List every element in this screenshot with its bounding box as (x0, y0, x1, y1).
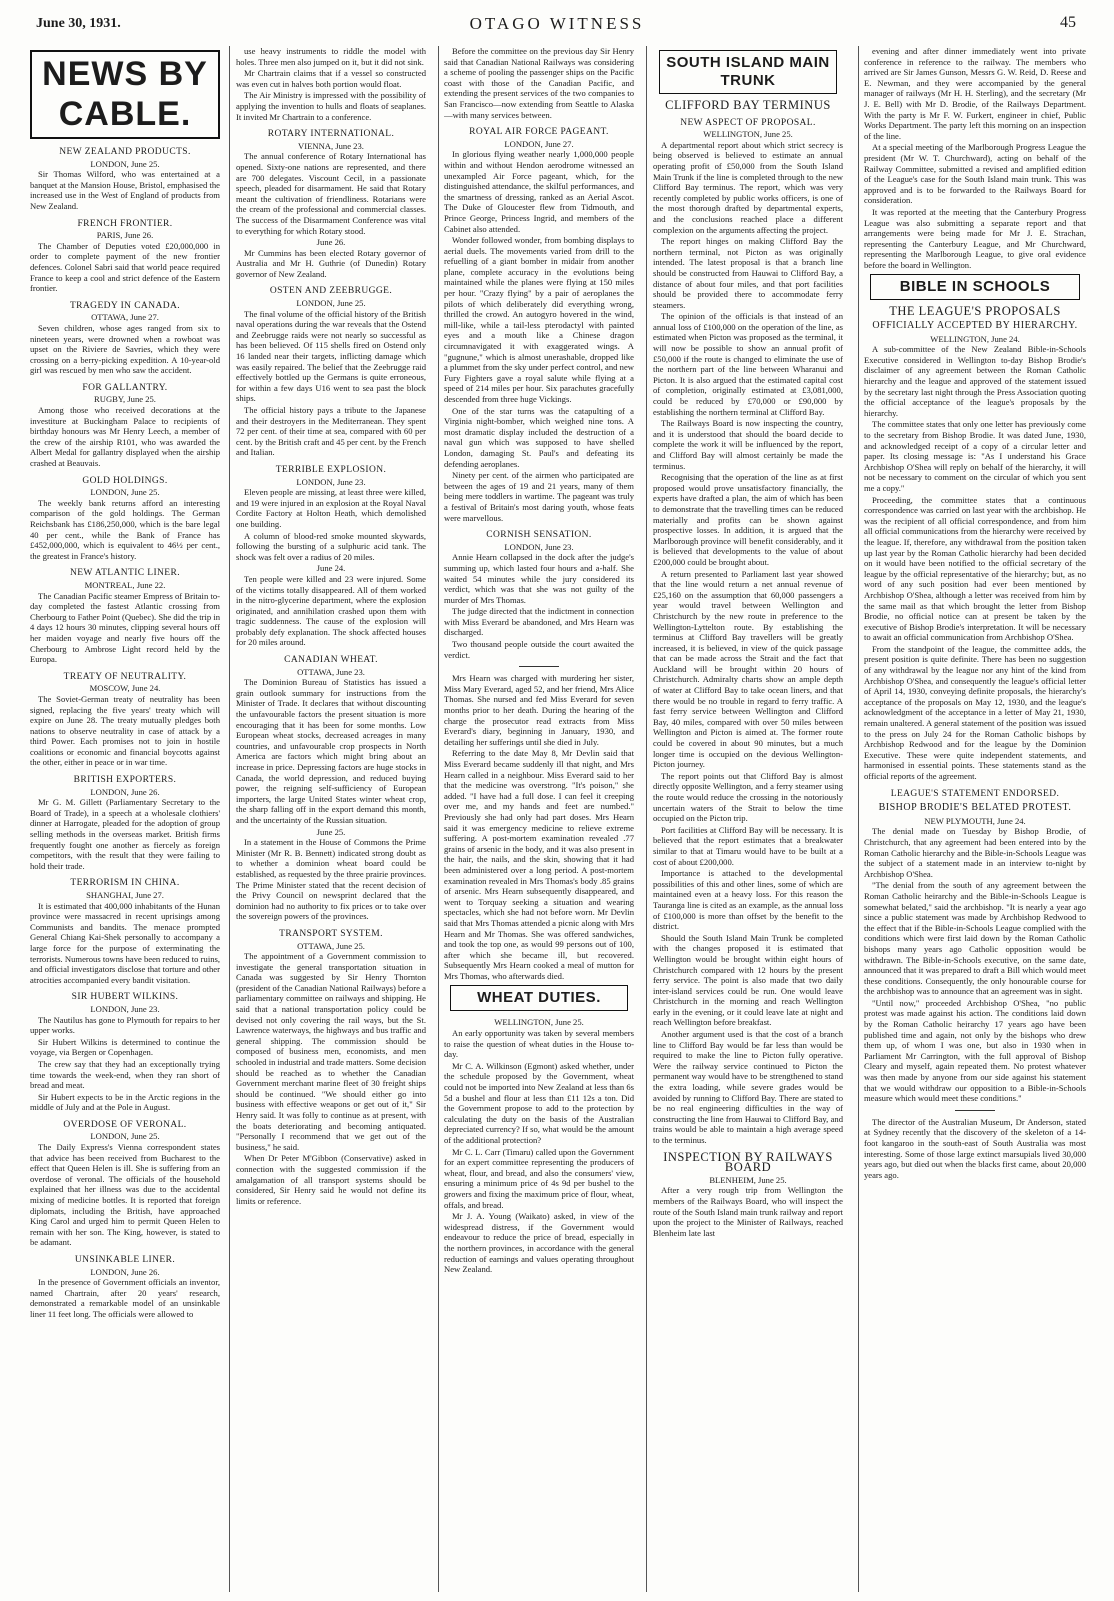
paragraph: Proceeding, the committee states that a continuous correspondence was carried on last year with the archbishop. He was the recipient of all official correspondence, and from him all official communications from the hierarchy were received by the league. If, therefore, any withdrawal from the position taken up last year by the Roman Catholic hierarchy had been decided on it would have been notified to the official secretary of the league by the official representative of the hierarchy; but, as no word of any such position had ever been mentioned by Archbishop O'Shea, although a letter was received from him by the same mail as that which brought the letter from Bishop Brodie, no official notice can at present be taken by the executive of Bishop Brodie's interpretation. It will be necessary to await an official communication from Archbishop O'Shea. (864, 494, 1086, 643)
paragraph: "The denial from the south of any agreement between the Roman Catholic heirarchy and the Bible-in-Schools League is somewhat belated," said the archbishop. "It is nearly a year ago since a public statement was made by Archbishop Redwood to the effect that if the Bible-in-Schools League complied with the conditions which were first laid down by the Roman Catholic bishops many years ago Catholic opposition would be withdrawn. The Bible-in-Schools executive, on the same date, announced that it was prepared to draft a Bill which would meet these conditions. Consequently, the only honourable course for the archbishop was to announce that an agreement was in sight. (864, 880, 1086, 997)
headline: BISHOP BRODIE'S BELATED PROTEST. (878, 802, 1072, 814)
headline: NEW ATLANTIC LINER. (69, 568, 181, 579)
paragraph: Sir Hubert expects to be in the Arctic regions in the middle of July and at the Pole in August. (30, 1091, 220, 1113)
paragraph: A sub-committee of the New Zealand Bible-in-Schools Executive considered in Wellington to-day Bishop Brodie's disclaimer of any agreement between the Roman Catholic hierarchy and the league and approved of the statement issued by the secretary last night through the Press Association quoting the official acceptance of the league's proposals by the hierarchy. (864, 344, 1086, 418)
paragraph: Two thousand people outside the court awaited the verdict. (444, 639, 634, 660)
headline: TRAGEDY IN CANADA. (69, 300, 181, 311)
paragraph: Port facilities at Clifford Bay will be necessary. It is believed that the report estimates that a breakwater similar to that at Timaru would have to be built at a cost of about £200,000. (653, 824, 843, 867)
dateline: June 25. (316, 826, 346, 837)
headline: OVERDOSE OF VERONAL. (63, 1119, 187, 1130)
paragraph: An early opportunity was taken by several members to raise the question of wheat duties in the House to-day. (444, 1028, 634, 1060)
dateline: OTTAWA, June 27. (91, 312, 159, 323)
dateline: WELLINGTON, June 25. (494, 1017, 584, 1028)
headline: GOLD HOLDINGS. (82, 475, 168, 486)
dateline: NEW PLYMOUTH, June 24. (924, 815, 1026, 826)
paragraph: The committee states that only one letter has previously come to the secretary from Bishop Brodie. It was dated June, 1930, and acknowledged receipt of a copy of a circular letter and paper. Its closing message is: "As I understand his Grace Archbishop O'Shea will reply on behalf of the hierarchy, it will not be necessary to comment on the circular of which you sent me a copy." (864, 419, 1086, 493)
paragraph: Wonder followed wonder, from bombing displays to aerial duels. The movements varied from drill to the refuelling of a giant bomber in midair from another plane, complete accuracy in the evolutions being maintained while the planes were flying at 150 miles per hour. "Crazy flying" by a pair of aeroplanes the pilots of which deliberately did everything wrong, thrilled the crowd. An autogyro hovered in the wind, mill-like, while a tail-less pterodactyl with painted eyes and a mouth like a Chinese dragon circumnavigated it with exaggerated wings. A "gugnune," which is almost unerashable, dropped like a plummet from the sky under perfect control, and new Fury Fighters gave a royal salute while flying at a speed of 214 miles per hour. Six parachutes gracefully descended from three huge Vickings. (444, 235, 634, 404)
dateline: OTTAWA, June 25. (297, 940, 365, 951)
paragraph: Annie Hearn collapsed in the dock after the judge's summing up, which lasted four hours and a-half. She waited 54 minutes while the jury considered its verdict, which was that she was not guilty of the murder of Mrs Thomas. (444, 552, 634, 605)
paragraph: The opinion of the officials is that instead of an annual loss of £100,000 on the operation of the line, as estimated when Picton was proposed as the terminal, it will now be possible to show an annual profit of £50,000 if the route is changed to eliminate the use of the northern part of the line between Wharanui and Picton. It is also argued that the estimated capital cost of completion, originally estimated at £3,081,000, could be reduced by £70,000 or £90,000 by establishing the northern terminal at Clifford Bay. (653, 311, 843, 417)
headline: ROTARY INTERNATIONAL. (267, 129, 395, 140)
bible-in-schools-title: BIBLE IN SCHOOLS (870, 274, 1080, 300)
column-3 (444, 46, 634, 1592)
wheat-duties-title: WHEAT DUTIES. (450, 985, 628, 1011)
dateline: LONDON, June 26. (90, 1266, 160, 1277)
paragraph: The annual conference of Rotary International has opened. Sixty-one nations are represented, and there are 700 delegates. Viscount Cecil, in a passionate speech, pleaded for disarmament. He said that Rotary meant the cultivation of friendliness. Rotarians were the cream of the professional and commercial classes. The success of the Disarmament Conference was vital to everything for which Rotary stood. (236, 151, 426, 236)
dateline: June 26. (316, 237, 346, 248)
paragraph: The Chamber of Deputies voted £20,000,000 in order to complete payment of the new frontier defences. Colonel Sabri said that world peace required France to keep a cool and strict defence of the Eastern frontier. (30, 240, 220, 294)
paragraph: Should the South Island Main Trunk be completed with the changes proposed it is estimated that Wellington would be brought within eight hours of Christchurch compared with 12 hours by the present ferry service. The point is also made that two daily inter-island services could be run. One would leave Christchurch in the morning and reach Wellington early in the evening, or it could leave late at night and reach Wellington before breakfast. (653, 932, 843, 1028)
column-1 (30, 46, 220, 1592)
paragraph: The director of the Australian Museum, Dr Anderson, stated at Sydney recently that the discovery of the skeleton of a 14-foot kangaroo in the south-east of South Australia was most interesting. Some of those large extinct marsupials lived 30,000 years ago, but died out when the blacks first came, about 20,000 years ago. (864, 1116, 1086, 1180)
paragraph: Before the committee on the previous day Sir Henry said that Canadian National Railways was considering a scheme of pooling the passenger ships on the Pacific coast with those of the Canadian Pacific, and extending the present services of the two companies to San Francisco—now extending from Seattle to Alaska—with many services between. (444, 46, 634, 120)
paragraph: The Canadian Pacific steamer Empress of Britain to-day completed the fastest Atlantic crossing from Cherbourg to Father Point (Quebec). She did the trip in 4 days 12 hours 30 minutes, clipping several hours off her maiden voyage and nearly five hours off the Cherbourg to Ambrose Light record held by the Europa. (30, 590, 220, 665)
divider (519, 666, 559, 667)
paragraph: Among those who received decorations at the investiture at Buckingham Palace to recipients of birthday honours was Mr Henry Leech, a member of the crew of the airship R101, who was awarded the Albert Medal for gallantry displayed when the airship crashed at Beauvais. (30, 405, 220, 469)
paragraph: The Soviet-German treaty of neutrality has been signed, replacing the five years' treaty which will expire on June 28. The treaty mutually pledges both nations to observe neutrality in case of attack by a third Power. Each promises not to join in hostile coalitions or economic and financial boycotts against the other, either in peace or in war time. (30, 693, 220, 768)
paragraph: Sir Thomas Wilford, who was entertained at a banquet at the Mansion House, Bristol, emphasised the increased use in the West of England of products from New Zealand. (30, 169, 220, 211)
subheadline: CLIFFORD BAY TERMINUS (665, 98, 831, 112)
paragraph: Mrs Hearn was charged with murdering her sister, Miss Mary Everard, aged 52, and her friend, Mrs Alice Thomas. She nursed and fed Miss Everard for seven months prior to her death. During the hearing of the charge the prosecutor read extracts from Miss Everard's diary, beginning in January, 1930, and detailing her sufferings until she died in July. (444, 673, 634, 747)
paragraph: The Dominion Bureau of Statistics has issued a grain outlook summary for instructions from the Minister of Trade. It declares that without discounting the unfavourable factors the present situation is more encouraging that it has been for some months. Low European wheat stocks, decreased acreages in many countries, and unfavourable crop prospects in North America are factors which might bring about an increase in price. Depressing factors are huge stocks in Canada, the world depression, and reduced buying power, the reigning self-sufficiency of European importers, the large United States winter wheat crop, the sharp falling off in the export demand this month, and the uncertainty of the Russian situation. (236, 677, 426, 825)
subheadline: THE LEAGUE'S PROPOSALS (889, 304, 1061, 319)
paragraph: It was reported at the meeting that the Canterbury Progress League was also submitting a separate report and that arrangements were being made for Mr J. E. Strachan, representing the Canterbury League, and Mr Churchward, representing the Marlborough League, to give oral evidence before the board in Wellington. (864, 206, 1086, 270)
column-5 (864, 46, 1086, 1592)
column-rule (646, 46, 647, 1592)
headline: NEW ASPECT OF PROPOSAL. (680, 117, 816, 128)
headline: OSTEN AND ZEEBRUGGE. (269, 286, 393, 297)
paragraph: At a special meeting of the Marlborough Progress League the president (Mr W. T. Churchward), acting on behalf of the Railway Committee, submitted a revised and amplified edition of the League's case for the South Island main trunk. This was approved and is to be forwarded to the Railways Board for consideration. (864, 142, 1086, 206)
dateline: MOSCOW, June 24. (89, 683, 161, 694)
headline: CORNISH SENSATION. (486, 530, 592, 541)
paragraph: The report hinges on making Clifford Bay the northern terminal, not Picton as was originally intended. The latest proposal is that a branch line should be constructed from Hauwai to Clifford Bay, a distance of about four miles, and that port facilities should be provided there to accommodate ferry steamers. (653, 236, 843, 310)
dateline: LONDON, June 23. (504, 541, 574, 552)
paragraph: It is estimated that 400,000 inhabitants of the Hunan province were massacred in recent uprisings among Communists and bandits. The menace prompted General Chiang Kai-Shek personally to accompany a large force for the purpose of exterminating the terrorists. Numerous towns have been reduced to ruins, and official investigators disclose that torture and other atrocities accompanied every bandit visitation. (30, 900, 220, 985)
paragraph: The Nautilus has gone to Plymouth for repairs to her upper works. (30, 1014, 220, 1036)
paragraph: When Dr Peter M'Gibbon (Conservative) asked in connection with the suggested commission if the amalgamation of all transport systems should be considered, Sir Henry said he would not define its limits or reference. (236, 1153, 426, 1206)
paragraph: The weekly bank returns afford an interesting comparison of the gold holdings. The German Reichsbank has £186,250,000, which is the bare legal 40 per cent., while the Bank of France has £452,000,000, which is equivalent to 46½ per cent., the greatest in France's history. (30, 497, 220, 561)
paragraph: The report points out that Clifford Bay is almost directly opposite Wellington, and a ferry steamer using the route would reduce the crossing in the notoriously uncertain waters of the Strait to below the time occupied on the Picton trip. (653, 770, 843, 824)
dateline: LONDON, June 26. (90, 786, 160, 797)
paragraph: Ninety per cent. of the airmen who participated are between the ages of 19 and 21 years, many of them being mere toddlers in wartime. The pageant was truly a festival of Britain's most daring youth, whose feats were marvellous. (444, 470, 634, 523)
paragraph: Referring to the date May 8, Mr Devlin said that Miss Everard became suddenly ill that night, and Mrs Hearn called in a neighbour. Miss Everard said to her that the medicine was overstrong. "It's poison," she added. "I have had a full dose. I can feel it creeping over me, and my hands and feet are numbed." Previously she had only had part doses. Mrs Hearn said it was emergency medicine to relieve extreme suffering. A post-mortem examination revealed .77 grains of arsenic in the body, and it was also present in the hair, the nails, and the skin, showing that it had been administered over a long period. A post-mortem examination revealed in Mrs Thomas's body .85 grains of arsenic. Mrs Hearn subsequently disappeared, and went to Torquay seeking a situation and wearing spectacles, which she had not before worn. Mr Devlin said that Mrs Thomas attended a picnic along with Mrs Hearn and Mr Thomas. She was offered sandwiches, and took the top one, as would 99 persons out of 100, after which she became ill, but recovered. Subsequently Mrs Hearn cooked a meal of mutton for Mrs Thomas, who afterwards died. (444, 748, 634, 981)
dateline: SHANGHAI, June 27. (86, 890, 164, 900)
paragraph: A departmental report about which strict secrecy is being observed is believed to estimate an annual operating profit of £50,000 from the South Island Main Trunk if the line is completed through to the new Clifford Bay terminus. The report, which was very recently completed by public works officers, is one of the most thorough drafted by departmental experts, and the conclusions reached place a different complexion on the arguments affecting the project. (653, 139, 843, 235)
paragraph: In glorious flying weather nearly 1,000,000 people within and without Hendon aerodrome witnessed an unexampled Air Force pageant, which, for the distinguished attendance, the skilful performances, and the smartness of dressing, ranked as an Aerial Ascot. The Duke of Gloucester flew from Tidmouth, and Prince George, Princess Ingrid, and members of the Cabinet also attended. (444, 149, 634, 234)
dateline: PARIS, June 26. (96, 230, 154, 241)
paragraph: From the standpoint of the league, the committee adds, the present position is quite definite. There has been no suggestion of any withdrawal by the league nor any hint of the kind from Archbishop O'Shea, and consequently the league's official letter of April 14, 1930, conveying definite proposals, the hierarchy's acceptance of the proposals on May 12, 1930, and the league's acknowledgment of the acceptance in a letter of May 21, 1930, remain unaltered. A general statement of the position was issued to the press on July 24 for the Roman Catholic bishops by Archbishop Redwood and for the league by the Dominion Executive. These were quite independent statements, and harmonised in essential points. These statements stand as the official reports of the agreement. (864, 643, 1086, 781)
paragraph: Eleven people are missing, at least three were killed, and 19 were injured in an explosion at the Royal Naval Cordite Factory at Holton Heath, which demolished one building. (236, 487, 426, 529)
dateline: LONDON, June 23. (296, 476, 366, 487)
paragraph: Mr G. M. Gillett (Parliamentary Secretary to the Board of Trade), in a speech at a wholesale clothiers' dinner at Harrogate, pleaded for the adoption of group selling methods in the overseas market. British firms frequently fought one another as fiercely as foreign competitors, with the result that they were failing to hold their trade. (30, 797, 220, 871)
headline: OFFICIALLY ACCEPTED BY HIERARCHY. (872, 320, 1078, 332)
dateline: LONDON, June 25. (296, 298, 366, 309)
column-rule (858, 46, 859, 1592)
dateline: RUGBY, June 25. (94, 394, 156, 405)
paragraph: The official history pays a tribute to the Japanese and their destroyers in the Mediterranean. They spent 72 per cent. of their time at sea, compared with 60 per cent. by the British craft and 45 per cent. by the French and Italian. (236, 405, 426, 458)
dateline: VIENNA, June 23. (298, 140, 364, 151)
paragraph: The denial made on Tuesday by Bishop Brodie, of Christchurch, that any agreement had been entered into by the Roman Catholic hierarchy and the Bible-in-Schools League was the subject of a statement made in an interview to-night by Archbishop O'Shea. (864, 826, 1086, 879)
column-2 (236, 46, 426, 1592)
page-number: 45 (1060, 14, 1076, 31)
paragraph: "Until now," proceeded Archbishop O'Shea, "no public protest was made against his action. The conditions laid down by the Roman Catholic heirarchy 17 years ago have been published time and again, not only by the bishops who drew them up, of whom I was one, but also in 1930 when in Parliament Mr Carrington, with the full approval of Bishop Cleary and myself, again repeated them. No protest whatever was then made by anyone from our side against his statement that we would withdraw our opposition to a Bible-in-Schools measure which would meet these conditions." (864, 997, 1086, 1104)
headline: TERRORISM IN CHINA. (70, 878, 180, 889)
headline: ROYAL AIR FORCE PAGEANT. (469, 127, 609, 138)
paragraph: Mr J. A. Young (Waikato) asked, in view of the widespread distress, if the Government would endeavour to reduce the price of bread, especially in the northern provinces, in accordance with the general reduction of earnings and values operating throughout New Zealand. (444, 1211, 634, 1275)
headline: FOR GALLANTRY. (82, 382, 168, 393)
paragraph: A return presented to Parliament last year showed that the line would return a net annual revenue of £25,160 on the assumption that 60,000 passengers a year would travel between Wellington and Christchurch by the new route in preference to the Wellington-Lyttelton route. By establishing the terminus at Clifford Bay travellers will be greatly increased, it is believed, in view of the quick passage that can be made across the Strait and the fact that Auckland will be brought within 20 hours of Christchurch. Admiralty charts show an ample depth of water at Clifford Bay to take ocean liners, and that there would be no trouble in regard to ferry traffic. A fast ferry service between Wellington and Clifford Bay, 40 miles, compared with over 50 miles between Wellington and Picton is aimed at. The former route could be covered in about 90 minutes, but a much longer time is occupied on the devious Wellington-Picton journey. (653, 568, 843, 770)
subheadline: INSPECTION BY RAILWAYS BOARD (663, 1149, 833, 1175)
paragraph: Another argument used is that the cost of a branch line to Clifford Bay would be far less than would be required to make the line to Picton fully operative. Were the railway service continued to Picton the permanent way would have to be strengthened to stand the extra loading, while severe grades would be avoided by running to Clifford Bay. There are stated to be no real engineering difficulties in the way of constructing the line from Hauwai to Clifford Bay, and trains would be able to maintain a high average speed to the terminus. (653, 1029, 843, 1145)
paragraph: The Air Ministry is impressed with the possibility of applying the invention to hulls and floats of seaplanes. It invited Mr Chartrain to a conference. (236, 90, 426, 122)
divider (955, 1110, 995, 1111)
paragraph: Mr Cummins has been elected Rotary governor of Australia and Mr H. Guthrie (of Dunedin) Rotary governor of New Zealand. (236, 247, 426, 279)
dateline: MONTREAL, June 22. (84, 579, 166, 590)
paragraph: The judge directed that the indictment in connection with Miss Everard be abandoned, and Mrs Hearn was discharged. (444, 606, 634, 638)
dateline: LONDON, June 25. (90, 1131, 160, 1142)
dateline: LONDON, June 27. (504, 138, 574, 149)
newspaper-name: OTAGO WITNESS (469, 14, 645, 33)
dateline: WELLINGTON, June 24. (930, 333, 1020, 344)
paragraph: In a statement in the House of Commons the Prime Minister (Mr R. B. Bennett) indicated strong doubt as to whether a dominion wheat board could be established, as requested by the three prairie provinces. The Prime Minister stated that the recent decision of the Privy Council on newsprint declared that the dominion had no authority to fix prices or to take over the sovereign powers of the provinces. (236, 837, 426, 922)
paragraph: The final volume of the official history of the British naval operations during the war reveals that the Ostend and Zeebrugge raids were not nearly so successful as has been believed. Of 115 shells fired on Ostend only 16 landed near their targets, inflicting damage which was easily repaired. The belief that the Zeebrugge raid effectively bottled up the Germans is quite erroneous, for within a few days U16 went to sea past the block ships. (236, 308, 426, 404)
paragraph: Mr C. L. Carr (Timaru) called upon the Government for an expert committee representing the producers of wheat, flour, and bread, and also the consumers' view, ensuring a minimum price of 4s 9d per bushel to the growers and fixing the maximum price of flour, wheat, offals, and bread. (444, 1146, 634, 1210)
paragraph: Recognising that the operation of the line as at first proposed would prove unsatisfactory financially, the experts have drafted a plan, the aim of which has been to demonstrate that the travelling times can be reduced materially and profits can be shown against prospective losses. In addition, it is argued that the Marlborough province will benefit considerably, and it is believed that developments to the value of about £200,000 could be brought about. (653, 472, 843, 567)
dateline: LONDON, June 23. (90, 1003, 160, 1014)
headline: UNSINKABLE LINER. (74, 1255, 176, 1265)
paragraph: After a very rough trip from Wellington the members of the Railways Board, who will inspect the route of the South Island main trunk railway and report upon the project to the Minister of Railways, reached Blenheim late last (653, 1185, 843, 1238)
dateline: June 24. (316, 563, 346, 574)
issue-date: June 30, 1931. (36, 16, 121, 31)
dateline: LONDON, June 25. (90, 158, 160, 169)
section-title: NEWS BY CABLE. (30, 50, 220, 139)
headline: BRITISH EXPORTERS. (73, 775, 177, 786)
paragraph: Sir Hubert Wilkins is determined to continue the voyage, via Bergen or Copenhagen. (30, 1036, 220, 1058)
dateline: WELLINGTON, June 25. (703, 129, 793, 140)
column-rule (229, 46, 230, 1592)
headline: CANADIAN WHEAT. (284, 655, 378, 666)
paragraph: In the presence of Government officials an inventor, named Chartrain, after 20 years' research, demonstrated a remarkable model of an unsinkable liner 11 feet long. The officials were allowed to (30, 1277, 220, 1319)
headline: SIR HUBERT WILKINS. (71, 992, 179, 1003)
headline: LEAGUE'S STATEMENT ENDORSED. (890, 788, 1060, 799)
paragraph: Ten people were killed and 23 were injured. Some of the victims totally disappeared. All of them worked in the nitro-glycerine department, where the explosion originated, and annihilation crashed upon them with tragic suddenness. The cause of the explosion will probably defy explanation. The shock affected houses for 20 miles around. (236, 573, 426, 648)
paragraph: The Railways Board is now inspecting the country, and it is understood that should the board decide to complete the work it will be influenced by the report, and Clifford Bay will almost certainly be made the terminus. (653, 418, 843, 471)
railway-title: SOUTH ISLAND MAIN TRUNK (659, 50, 837, 94)
headline: NEW ZEALAND PRODUCTS. (59, 147, 191, 157)
paragraph: Seven children, whose ages ranged from six to nineteen years, were drowned when a rowboat was upset on the Riviere de Savries, which they were crossing on a berry-picking expedition. A 10-year-old girl was rescued by men who saw the accident. (30, 322, 220, 376)
paragraph: The crew say that they had an exceptionally trying time towards the week-end, when they ran short of bread and meat. (30, 1058, 220, 1091)
headline: FRENCH FRONTIER. (77, 218, 173, 229)
paragraph: The appointment of a Government commission to investigate the general transportation situation in Canada was suggested by Sir Henry Thornton (president of the Canadian National Railways) before a parliamentary committee on railways and shipping. He said that a national transportation policy could be devised not only covering the rail ways, but the St. Lawrence waterways, the highways and bus traffic and general shipping. The commission should be composed of business men, economists, and men schooled in industrial and trade matters. Some decision should be reached as to whether the Canadian Government merchant marine fleet of 30 freight ships should be continued. "We should either go into business with effective weapons or get out of it," Sir Henry said. It was folly to continue as at present, with the boats deteriorating and becoming antiquated. "Personally I recommend that we get out of the business," he said. (236, 951, 426, 1152)
headline: TREATY OF NEUTRALITY. (63, 671, 187, 682)
paragraph: Importance is attached to the developmental possibilities of this and other lines, some of which are maintained even at a heavy loss. For this reason the Tauranga line is cited as an example, as the annual loss of £100,000 is more than offset by the benefit to the district. (653, 868, 843, 932)
paragraph: A column of blood-red smoke mounted skywards, following the bursting of a sulphuric acid tank. The shock was felt over a radius of 20 miles. (236, 530, 426, 562)
headline: TRANSPORT SYSTEM. (279, 928, 383, 939)
paragraph: use heavy instruments to riddle the model with holes. Three men also jumped on it, but it did not sink. (236, 46, 426, 67)
dateline: LONDON, June 25. (90, 487, 160, 498)
paragraph: evening and after dinner immediately went into private conference in reference to the railway. The members who arrived are Sir James Gunson, Messrs G. W. Reid, D. Reese and E. Newman, and they were accompanied by the general manager of railways (Mr H. H. Sterling), and the secretary (Mr J. E. Bell) with Mr D. Brodie, of the Railways Department. With the party is Mr F. W. Furkert, engineer in chief, Public Works Department. The party left this morning on an inspection of the line. (864, 46, 1086, 141)
paragraph: Mr C. A. Wilkinson (Egmont) asked whether, under the schedule proposed by the Government, wheat could not be imported into New Zealand at less than 6s 5d a bushel and flour at less than £11 12s a ton. Did the Government propose to add to the protection by calculating the duty on the basis of the Australian depreciated currency? If so, what would be the amount of the additional protection? (444, 1060, 634, 1145)
dateline: BLENHEIM, June 25. (709, 1174, 787, 1185)
paragraph: Mr Chartrain claims that if a vessel so constructed was even cut in halves both portion would float. (236, 68, 426, 89)
column-rule (438, 46, 439, 1592)
paragraph: The Daily Express's Vienna correspondent states that advice has been received from Bucharest to the effect that Queen Helen is ill. She is suffering from an overdose of veronal. The officials of the household explained that her illness was due to the accidental mixing of medicine bottles. It is reported that foreign diplomats, including the British, have approached King Carol and urged him to permit Queen Helen to remain with her son. The King, however, is stated to be adamant. (30, 1142, 220, 1248)
headline: TERRIBLE EXPLOSION. (275, 464, 387, 475)
paragraph: One of the star turns was the catapulting of a Virginia night-bomber, which weighed nine tons. A most dramatic display included the destruction of a naval gun which was supposed to have shelled London, damaging St. Paul's and defeating its defending aeroplanes. (444, 405, 634, 469)
column-4 (653, 46, 843, 1592)
masthead (0, 0, 1114, 40)
dateline: OTTAWA, June 23. (297, 666, 365, 677)
